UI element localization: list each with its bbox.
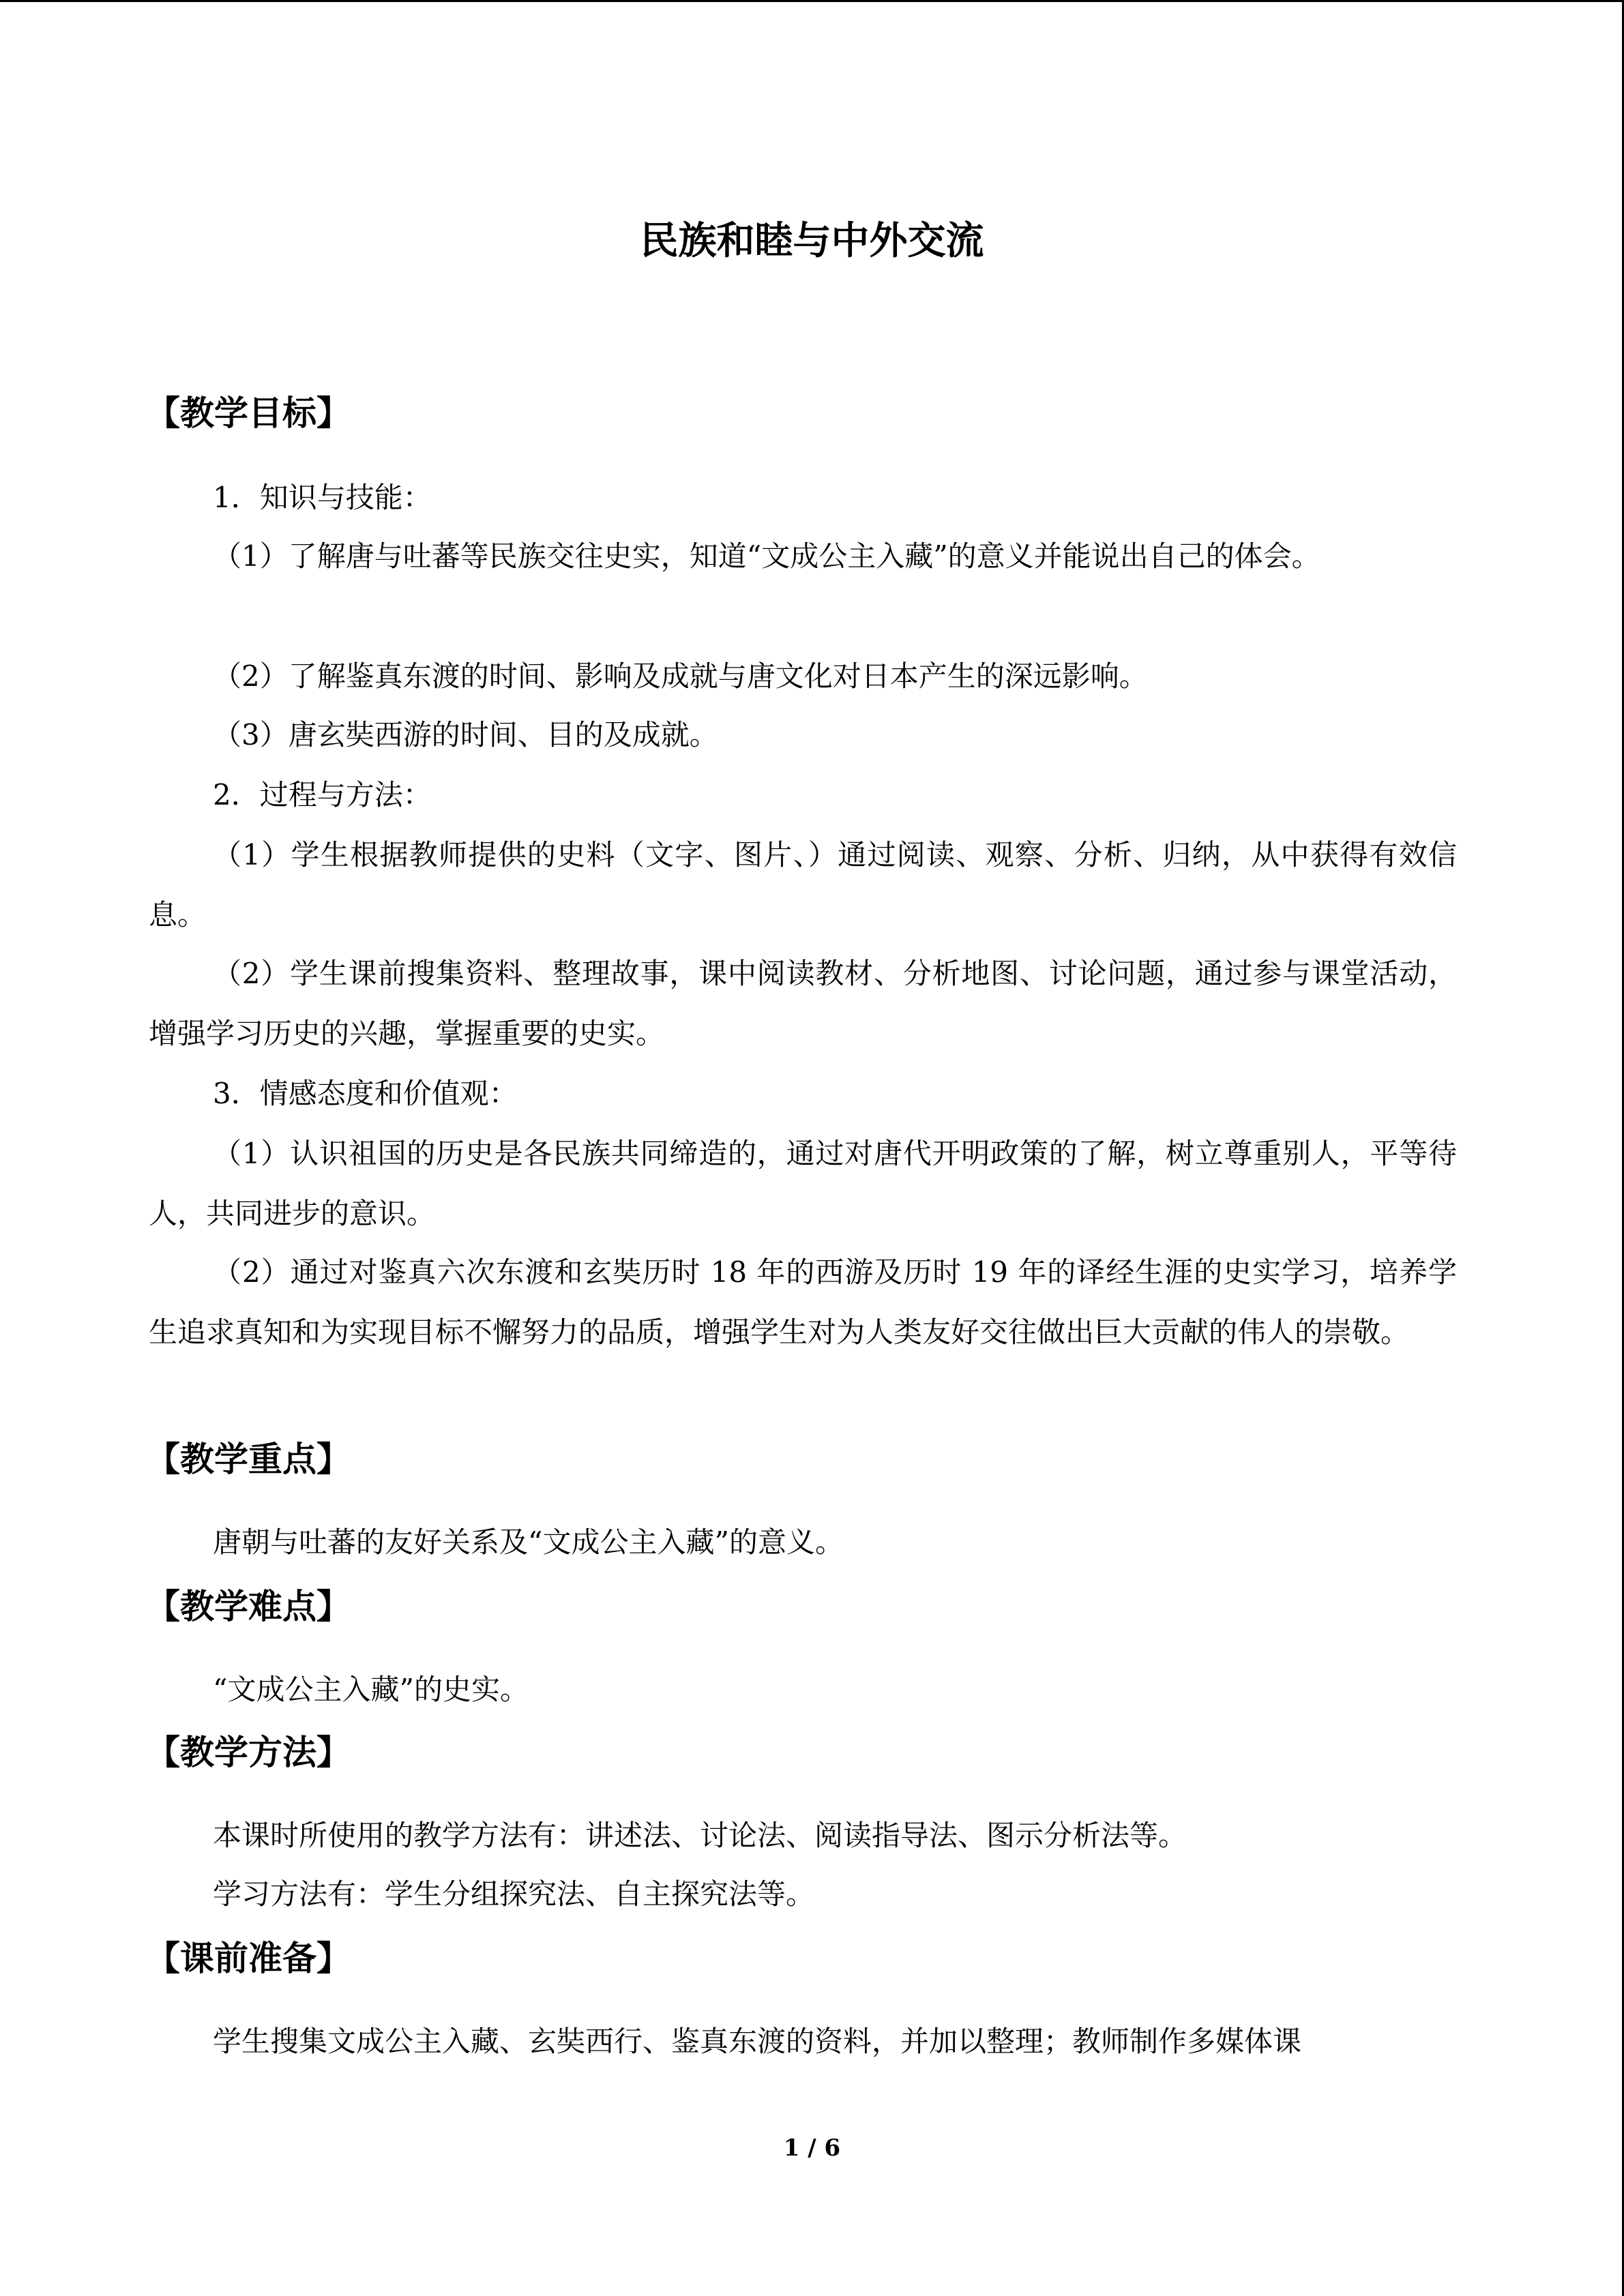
emotion-item-1: （1）认识祖国的历史是各民族共同缔造的，通过对唐代开明政策的了解，树立尊重别人，平等待人，共同进步的意识。 [149,1137,1457,1230]
difficulties-text: “文成公主入藏”的史实。 [213,1673,529,1706]
knowledge-skills-heading: 1．知识与技能： [213,481,432,514]
section-heading-preparation: 【课前准备】 [146,1938,351,1978]
emotion-item-2: （2）通过对鉴真六次东渡和玄奘历时 18 年的西游及历时 19 年的译经生涯的史实学习，培养学生追求真知和为实现目标不懈努力的品质，增强学生对为人类友好交往做出巨大贡献的伟人的崇敬。 [149,1255,1457,1349]
document-title: 民族和睦与中外交流 [640,218,984,263]
process-item-1: （1）学生根据教师提供的史料（文字、图片、）通过阅读、观察、分析、归纳，从中获得有效信息。 [149,838,1457,931]
section-heading-methods: 【教学方法】 [146,1732,351,1772]
section-heading-difficulties: 【教学难点】 [146,1586,351,1626]
knowledge-item-3: （3）唐玄奘西游的时间、目的及成就。 [213,718,718,751]
knowledge-item-2: （2）了解鉴真东渡的时间、影响及成就与唐文化对日本产生的深远影响。 [213,659,1148,693]
process-methods-heading: 2．过程与方法： [213,778,432,811]
section-heading-key-points: 【教学重点】 [146,1439,351,1479]
page-number: 1 / 6 [783,2134,841,2162]
key-points-text: 唐朝与吐蕃的友好关系及“文成公主入藏”的意义。 [213,1525,844,1559]
knowledge-item-1: （1）了解唐与吐蕃等民族交往史实，知道“文成公主入藏”的意义并能说出自己的体会。 [213,539,1320,573]
methods-text-1: 本课时所使用的教学方法有：讲述法、讨论法、阅读指导法、图示分析法等。 [213,1819,1187,1852]
process-item-2: （2）学生课前搜集资料、整理故事，课中阅读教材、分析地图、讨论问题，通过参与课堂活动，增强学习历史的兴趣，掌握重要的史实。 [149,957,1457,1050]
methods-text-2: 学习方法有：学生分组探究法、自主探究法等。 [213,1877,815,1911]
preparation-text: 学生搜集文成公主入藏、玄奘西行、鉴真东渡的资料，并加以整理；教师制作多媒体课 [213,2025,1302,2058]
emotion-values-heading: 3．情感态度和价值观： [213,1077,518,1110]
section-heading-objectives: 【教学目标】 [146,393,351,433]
page-border-top [0,0,1624,2]
